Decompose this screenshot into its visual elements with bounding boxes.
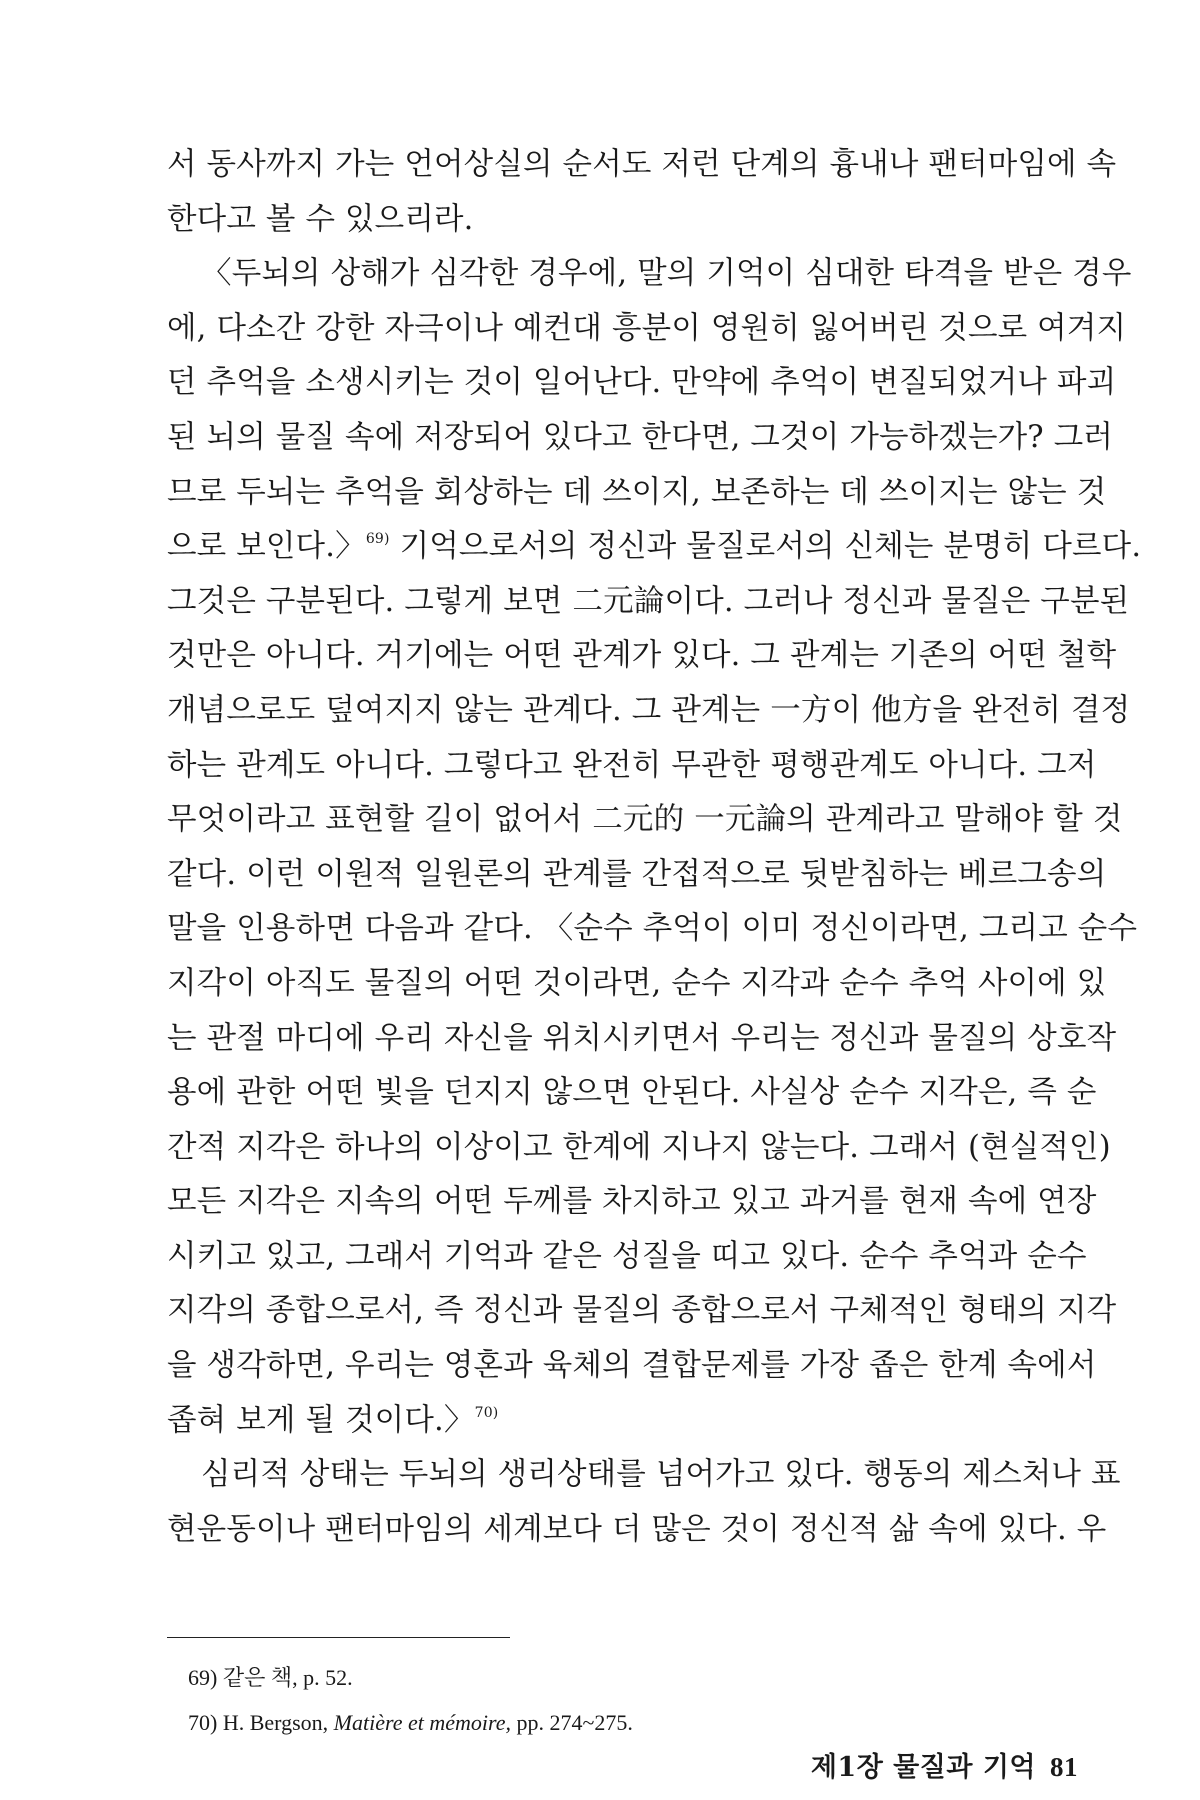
text-line: 는 관절 마디에 우리 자신을 위치시키면서 우리는 정신과 물질의 상호작 [167, 1020, 1117, 1056]
text-fragment: 기억으로서의 정신과 물질로서의 신체는 분명히 다르다. [389, 529, 1142, 565]
footnote-number: 70) [188, 1710, 218, 1735]
chapter-title: 제1장 물질과 기억 [810, 1752, 1036, 1783]
footnote-70 [188, 1700, 633, 1745]
text-line: 무엇이라고 표현할 길이 없어서 二元的 一元論의 관계라고 말해야 할 것 [167, 802, 1123, 838]
text-line: 개념으로도 덮여지지 않는 관계다. 그 관계는 一方이 他方을 완전히 결정 [167, 692, 1131, 728]
text-line: 말을 인용하면 다음과 같다. 〈순수 추억이 이미 정신이라면, 그리고 순수 [167, 911, 1138, 947]
body-text [167, 138, 1142, 1557]
text-line: 서 동사까지 가는 언어상실의 순서도 저런 단계의 흉내나 팬터마임에 속 [167, 147, 1117, 182]
footnote-text: 같은 책, p. 52. [222, 1665, 353, 1690]
footnotes [188, 1655, 633, 1745]
text-line: 그것은 구분된다. 그렇게 보면 二元論이다. 그러나 정신과 물질은 구분된 [167, 583, 1130, 619]
text-line: 을 생각하면, 우리는 영혼과 육체의 결합문제를 가장 좁은 한계 속에서 [167, 1348, 1097, 1384]
text-line: 지각의 종합으로서, 즉 정신과 물질의 종합으로서 구체적인 형태의 지각 [167, 1293, 1117, 1329]
footnote-divider [167, 1637, 510, 1638]
text-line: 같다. 이런 이원적 일원론의 관계를 간접적으로 뒷받침하는 베르그송의 [167, 856, 1107, 892]
text-fragment: 좁혀 보게 될 것이다.〉 [167, 1402, 475, 1438]
footnote-marker-70: 70) [474, 1404, 499, 1421]
text-line: 〈두뇌의 상해가 심각한 경우에, 말의 기억이 심대한 타격을 받은 경우 [201, 256, 1132, 292]
text-line-with-note [167, 1394, 1072, 1449]
text-line: 심리적 상태는 두뇌의 생리상태를 넘어가고 있다. 행동의 제스처나 표 [201, 1457, 1121, 1493]
text-line: 하는 관계도 아니다. 그렇다고 완전히 무관한 평행관계도 아니다. 그저 [167, 747, 1097, 783]
text-line: 지각이 아직도 물질의 어떤 것이라면, 순수 지각과 순수 추억 사이에 있 [167, 965, 1107, 1001]
text-line: 므로 두뇌는 추억을 회상하는 데 쓰이지, 보존하는 데 쓰이지는 않는 것 [167, 474, 1107, 510]
text-line: 현운동이나 팬터마임의 세계보다 더 많은 것이 정신적 삶 속에 있다. 우 [167, 1511, 1107, 1547]
text-line: 간적 지각은 하나의 이상이고 한계에 지나지 않는다. 그래서 (현실적인) [167, 1129, 1111, 1165]
text-line-with-note [167, 520, 1142, 575]
footnote-marker-69: 69) [365, 531, 390, 548]
page-number: 81 [1050, 1752, 1078, 1782]
footnote-author: H. Bergson, [222, 1710, 329, 1735]
text-line: 모든 지각은 지속의 어떤 두께를 차지하고 있고 과거를 현재 속에 연장 [167, 1184, 1097, 1220]
text-line: 시키고 있고, 그래서 기억과 같은 성질을 띠고 있다. 순수 추억과 순수 [167, 1238, 1087, 1274]
text-fragment: 으로 보인다.〉 [167, 529, 366, 565]
footnote-book-title: Matière et mémoire, [333, 1710, 512, 1735]
text-line: 것만은 아니다. 거기에는 어떤 관계가 있다. 그 관계는 기존의 어떤 철학 [167, 638, 1117, 674]
footnote-number: 69) [188, 1665, 218, 1690]
text-line: 에, 다소간 강한 자극이나 예컨대 흥분이 영원히 잃어버린 것으로 여겨지 [167, 310, 1127, 346]
page-footer [788, 1745, 1078, 1784]
footnote-69 [188, 1655, 633, 1700]
text-line: 던 추억을 소생시키는 것이 일어난다. 만약에 추억이 변질되었거나 파괴 [167, 365, 1117, 401]
footnote-pages: pp. 274~275. [516, 1710, 633, 1735]
text-line: 된 뇌의 물질 속에 저장되어 있다고 한다면, 그것이 가능하겠는가? 그러 [167, 419, 1114, 455]
text-line: 용에 관한 어떤 빛을 던지지 않으면 안된다. 사실상 순수 지각은, 즉 순 [167, 1075, 1097, 1111]
text-line: 한다고 볼 수 있으리라. [167, 201, 474, 237]
